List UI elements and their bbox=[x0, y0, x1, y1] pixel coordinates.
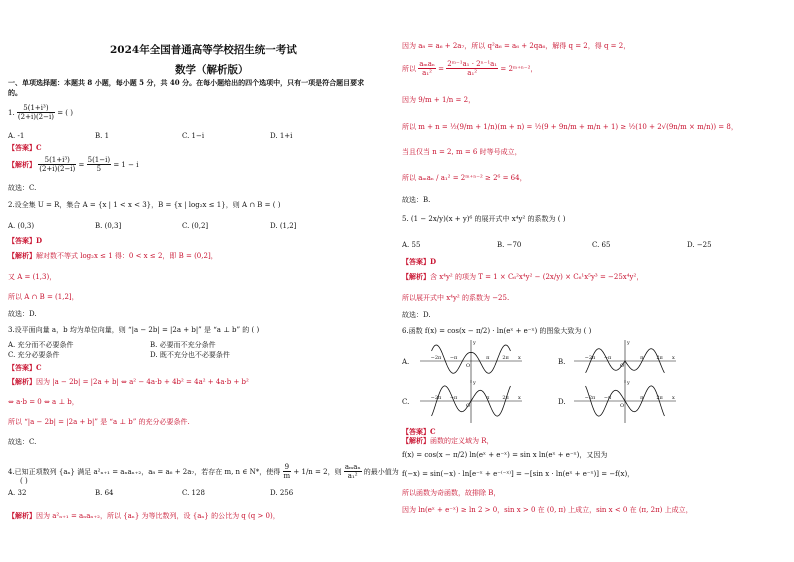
q2-option-b: B. (0,3] bbox=[95, 222, 122, 230]
q3-line-3: 所以 “|a − 2b| = |2a + b|” 是 “a ⊥ b” 的充分必要条件. bbox=[8, 418, 190, 426]
q3-option-b: B. 必要而不充分条件 bbox=[150, 341, 216, 349]
q2-option-c: C. (0,2] bbox=[182, 222, 209, 230]
q5-option-c: C. 65 bbox=[592, 241, 611, 249]
q6-line-3: f(−x) = sin(−x) · ln[e⁻ˣ + e⁻⁽⁻ˣ⁾] = −[sin x · ln(eˣ + e⁻ˣ)] = −f(x)， bbox=[402, 470, 635, 478]
q1-analysis: 【解析】 $\frac{\text{5(1+i³)}}{(2+i)(2-i)}$ = $\frac{5(1-i)}{5}$ = 1 − i bbox=[8, 156, 139, 174]
q6-option-d-label: D. bbox=[558, 398, 566, 406]
exam-subtitle: 数学（解析版） bbox=[175, 64, 249, 76]
tick-label-neg-2pi: −2π bbox=[584, 355, 596, 361]
q5-conclusion: 故选：D. bbox=[402, 311, 431, 319]
q1-conclusion: 故选：C. bbox=[8, 184, 37, 192]
q6-option-a-label: A. bbox=[402, 358, 410, 366]
q5-line-2: 所以展开式中 x⁴y² 的系数为 −25. bbox=[402, 294, 510, 302]
tick-label-pi: π bbox=[486, 395, 490, 401]
q4-option-a: A. 32 bbox=[8, 489, 27, 497]
q6-line-5: 因为 ln(eˣ + e⁻ˣ) ≥ ln 2 > 0，sin x > 0 在 (0, π) 上成立，sin x < 0 在 (π, 2π) 上成立， bbox=[402, 506, 693, 514]
tick-label-neg-2pi: −2π bbox=[584, 395, 596, 401]
q4-right-line-4: 所以 m + n = ½(9/m + 1/n)(m + n) = ½(9 + 9n/m + m/n + 1) ≥ ½(10 + 2√(9n/m × m/n)) = 8， bbox=[402, 123, 738, 131]
q6-graph-c bbox=[416, 377, 526, 425]
q4-right-line-6: 所以 aₘaₙ / a₁² = 2ᵐ⁺ⁿ⁻² ≥ 2⁶ = 64， bbox=[402, 174, 527, 182]
tick-label-pi: π bbox=[640, 355, 644, 361]
q5-answer: 【答案】D bbox=[402, 257, 437, 266]
q1-option-c: C. 1−i bbox=[182, 132, 205, 140]
y-axis-label: y bbox=[627, 380, 630, 386]
q5-option-a: A. 55 bbox=[402, 241, 421, 249]
q4-right-line-1: 因为 a₈ = a₆ + 2a₇，所以 q²a₆ = a₆ + 2qa₆，解得 q = 2，得 q = 2， bbox=[402, 42, 631, 50]
instructions-line-2: 的。 bbox=[8, 88, 22, 97]
q3-option-d: D. 既不充分也不必要条件 bbox=[150, 351, 230, 359]
q3-option-c: C. 充分必要条件 bbox=[8, 351, 60, 359]
q3-stem: 3.设平面向量 a，b 均为单位向量，则 “|a − 2b| = |2a + b|” 是 “a ⊥ b” 的 ( ) bbox=[8, 326, 260, 334]
q4-right-line-3: 因为 9/m + 1/n = 2， bbox=[402, 96, 476, 104]
q5-analysis: 【解析】含 x⁴y² 的项为 T = 1 × C₆²x⁴y² − (2x/y) × C₆¹x⁵y³ = −25x⁴y²， bbox=[402, 272, 644, 281]
q3-line-2: ⇔ a·b = 0 ⇔ a ⊥ b， bbox=[8, 398, 79, 406]
q4-stem: 4.已知正项数列 {aₙ} 满足 a²ₙ₊₁ = aₙaₙ₊₂，a₈ = a₆ + 2a₇，若存在 m, n ∈ N*，使得 $\frac{9}{m}$ + 1/n = 2，则 $\frac{\text{aₘaₙ}}{\text{a₁²}}$ 的最小值为 bbox=[8, 463, 399, 481]
tick-label-pi: π bbox=[640, 395, 644, 401]
q6-stem: 6.函数 f(x) = cos(x − π/2) · ln(eˣ + e⁻ˣ) 的图象大致为 ( ) bbox=[402, 327, 592, 335]
q3-conclusion: 故选：C. bbox=[8, 438, 37, 446]
q1-option-a: A. -1 bbox=[8, 132, 25, 140]
q6-line-2: f(x) = cos(x − π/2) ln(eˣ + e⁻ˣ) = sin x ln(eˣ + e⁻ˣ)，又因为 bbox=[402, 451, 608, 459]
tick-label-neg-pi: −π bbox=[449, 355, 458, 361]
q4-option-d: D. 256 bbox=[270, 489, 294, 497]
x-axis-label: x bbox=[672, 355, 675, 361]
q5-option-b: B. −70 bbox=[497, 241, 522, 249]
exam-title: 2024年全国普通高等学校招生统一考试 bbox=[110, 44, 297, 56]
q6-line-4: 所以函数为奇函数，故排除 B， bbox=[402, 489, 501, 497]
tick-label-2pi: 2π bbox=[502, 355, 509, 361]
tick-label-neg-2pi: −2π bbox=[430, 395, 442, 401]
q2-line-2: 又 A = (1,3)， bbox=[8, 273, 57, 281]
y-axis-label: y bbox=[473, 340, 476, 346]
tick-label-2pi: 2π bbox=[502, 395, 509, 401]
q3-option-a: A. 充分而不必要条件 bbox=[8, 341, 74, 349]
x-axis-label: x bbox=[672, 395, 675, 401]
tick-label-2pi: 2π bbox=[656, 395, 663, 401]
tick-label-neg-pi: −π bbox=[449, 395, 458, 401]
y-axis-label: y bbox=[627, 340, 630, 346]
origin-label: O bbox=[466, 363, 471, 369]
origin-label: O bbox=[620, 403, 625, 409]
tick-label-pi: π bbox=[486, 355, 490, 361]
q6-graph-d bbox=[570, 377, 680, 425]
q2-stem: 2.设全集 U = R，集合 A = {x | 1 < x < 3}，B = {x | log₂x ≤ 1}，则 A ∩ B = ( ) bbox=[8, 201, 281, 209]
tick-label-neg-pi: −π bbox=[603, 395, 612, 401]
q4-conclusion: 故选：B. bbox=[402, 196, 431, 204]
tick-label-neg-2pi: −2π bbox=[430, 355, 442, 361]
q2-line-3: 所以 A ∩ B = (1,2]， bbox=[8, 293, 79, 301]
q2-answer: 【答案】D bbox=[8, 236, 43, 245]
instructions-line-1: 一、单项选择题：本题共 8 小题，每小题 5 分，共 40 分。在每小题给出的四个选项中，只有一项是符合题目要求 bbox=[8, 78, 365, 87]
q2-option-a: A. (0,3) bbox=[8, 222, 35, 230]
q5-option-d: D. −25 bbox=[687, 241, 712, 249]
q1-option-d: D. 1+i bbox=[270, 132, 293, 140]
q4-analysis: 【解析】因为 a²ₙ₊₁ = aₙaₙ₊₂，所以 {aₙ} 为等比数列，设 {aₙ} 的公比为 q (q > 0)， bbox=[8, 511, 280, 520]
origin-label: O bbox=[620, 363, 625, 369]
q5-stem: 5. (1 − 2x/y)(x + y)⁶ 的展开式中 x⁴y² 的系数为 ( ) bbox=[402, 215, 566, 223]
x-axis-label: x bbox=[518, 395, 521, 401]
q4-stem-paren: ( ) bbox=[20, 477, 28, 485]
q2-option-d: D. (1,2] bbox=[270, 222, 297, 230]
y-axis-label: y bbox=[473, 380, 476, 386]
q1-option-b: B. 1 bbox=[95, 132, 110, 140]
q6-analysis: 【解析】函数的定义域为 R， bbox=[402, 436, 494, 445]
q4-option-c: C. 128 bbox=[182, 489, 205, 497]
q4-option-b: B. 64 bbox=[95, 489, 114, 497]
origin-label: O bbox=[466, 403, 471, 409]
q6-option-c-label: C. bbox=[402, 398, 410, 406]
q3-analysis: 【解析】因为 |a − 2b| = |2a + b| ⇔ a² − 4a·b + 4b² = 4a² + 4a·b + b² bbox=[8, 377, 249, 386]
q4-right-line-2: 所以 $\frac{\text{aₘaₙ}}{\text{a₁²}}$ = $\frac{\text{2ᵐ⁻¹a₁ · 2ⁿ⁻¹a₁}}{\text{a₁²}}$ = 2ᵐ⁺ⁿ⁻²， bbox=[402, 60, 538, 78]
x-axis-label: x bbox=[518, 355, 521, 361]
q2-analysis: 【解析】解对数不等式 log₂x ≤ 1 得：0 < x ≤ 2，即 B = (0,2]， bbox=[8, 251, 218, 260]
q3-answer: 【答案】C bbox=[8, 363, 42, 372]
q2-conclusion: 故选：D. bbox=[8, 310, 37, 318]
q1-answer: 【答案】C bbox=[8, 143, 42, 152]
tick-label-neg-pi: −π bbox=[603, 355, 612, 361]
q6-answer: 【答案】C bbox=[402, 427, 436, 436]
tick-label-2pi: 2π bbox=[656, 355, 663, 361]
q1-fraction: $\frac{\text{5(1+i³)}}{(2+i)(2-i)}$ bbox=[17, 104, 54, 122]
q4-right-line-5: 当且仅当 n = 2, m = 6 时等号成立， bbox=[402, 148, 522, 156]
q1-stem: 1. $\frac{\text{5(1+i³)}}{(2+i)(2-i)}$ = ( ) bbox=[8, 104, 73, 122]
q6-option-b-label: B. bbox=[558, 358, 566, 366]
